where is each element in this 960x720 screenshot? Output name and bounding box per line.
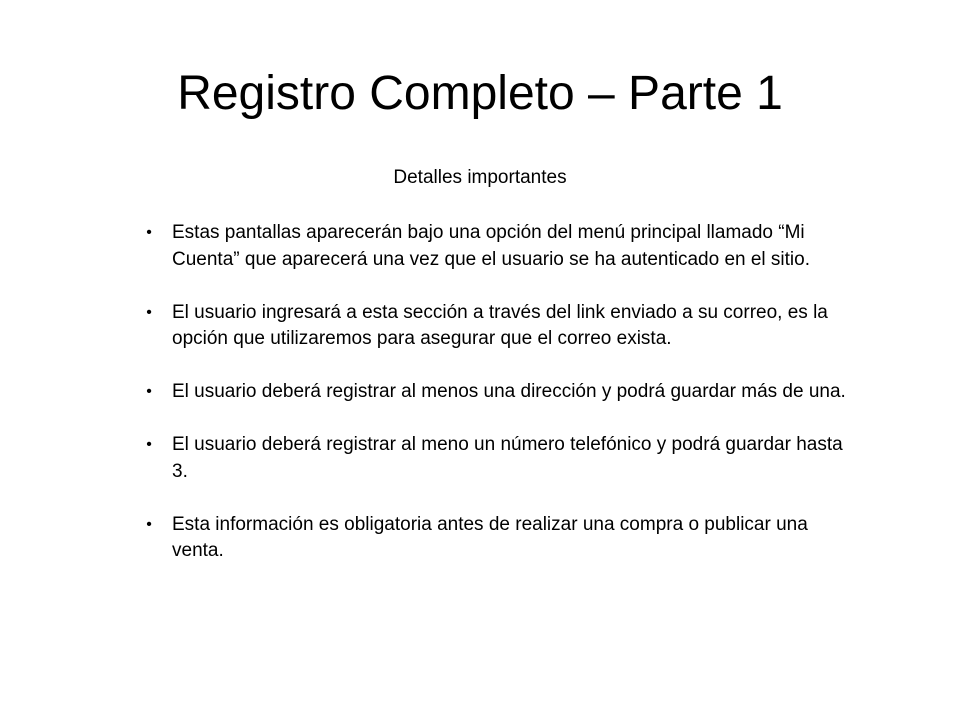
bullet-dot-icon: • bbox=[146, 515, 152, 533]
bullet-text: Esta información es obligatoria antes de realizar una compra o publicar una venta. bbox=[172, 513, 808, 561]
bullet-text: Estas pantallas aparecerán bajo una opción del menú principal llamado “Mi Cuenta” que aparecerá una vez que el usuario se ha autenticado en el sitio. bbox=[172, 222, 810, 270]
slide-title: Registro Completo – Parte 1 bbox=[177, 67, 783, 120]
bullet-item bbox=[146, 300, 852, 353]
bullet-text: El usuario deberá registrar al menos una dirección y podrá guardar más de una. bbox=[172, 381, 846, 402]
bullet-dot-icon: • bbox=[146, 224, 152, 241]
bullet-dot-icon: • bbox=[146, 436, 152, 453]
bullet-text: El usuario ingresará a esta sección a través del link enviado a su correo, es la opción que utilizaremos para asegurar que el correo exista. bbox=[172, 301, 828, 349]
bullet-dot-icon: • bbox=[146, 383, 152, 400]
bullet-text: El usuario deberá registrar al meno un número telefónico y podrá guardar hasta 3. bbox=[172, 434, 843, 482]
bullet-item bbox=[146, 379, 852, 406]
bullet-list bbox=[146, 220, 852, 591]
bullet-item bbox=[146, 432, 852, 485]
bullet-dot-icon: • bbox=[146, 303, 152, 321]
bullet-item bbox=[146, 220, 852, 273]
slide-subtitle: Detalles importantes bbox=[393, 167, 567, 188]
bullet-item bbox=[146, 512, 852, 565]
